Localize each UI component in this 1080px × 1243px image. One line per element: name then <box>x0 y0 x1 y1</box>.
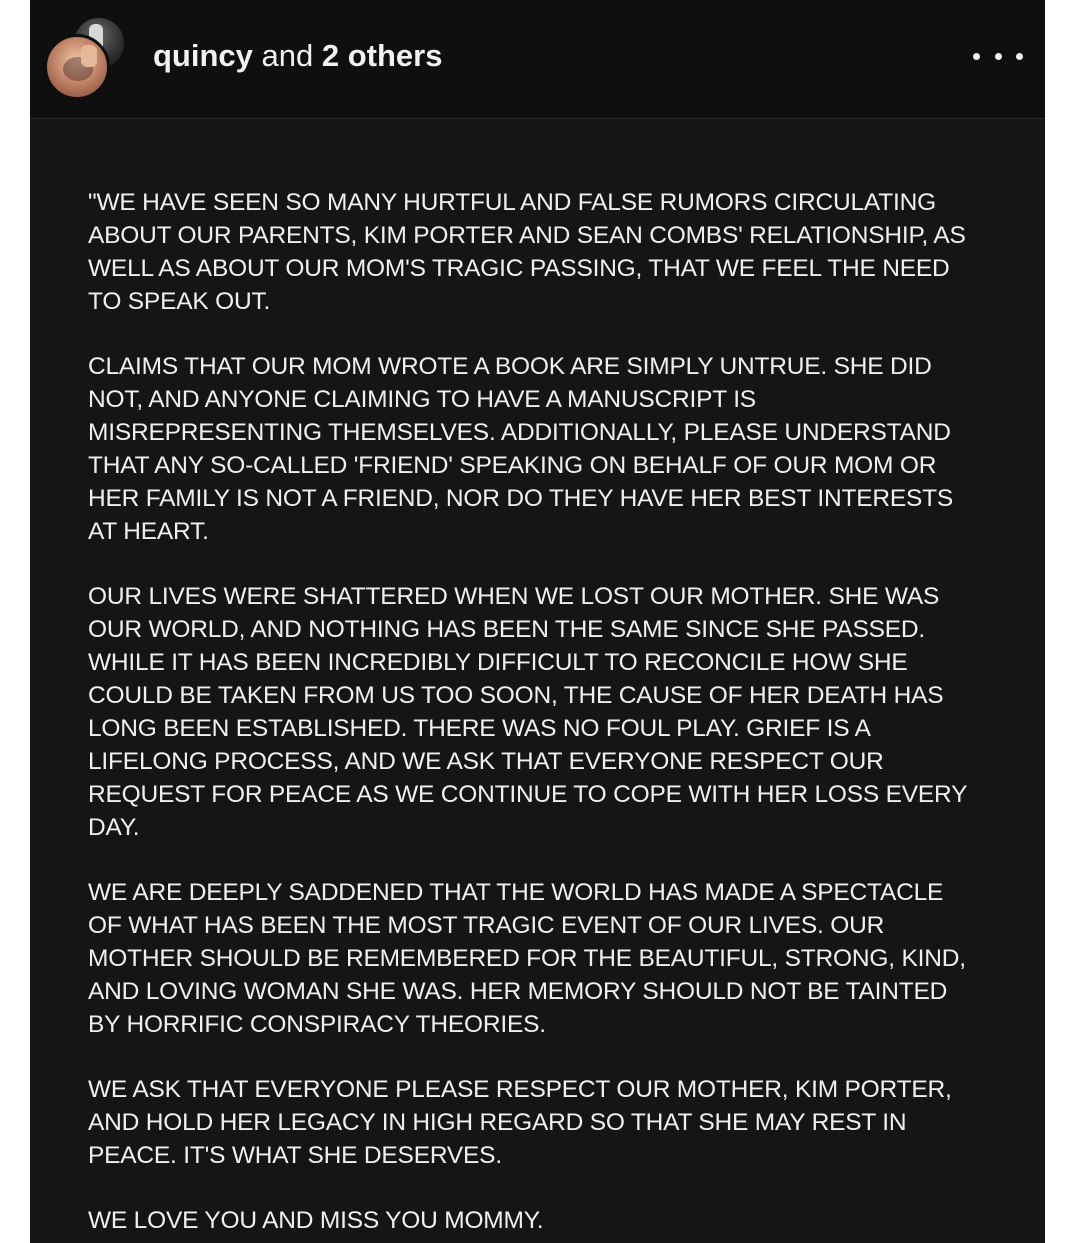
author-and-text: and <box>252 38 322 73</box>
author-username[interactable]: quincy <box>153 38 253 73</box>
statement-paragraph: WE ASK THAT EVERYONE PLEASE RESPECT OUR MOTHER, KIM PORTER, AND HOLD HER LEGACY IN HIGH REGARD SO THAT SHE MAY REST IN PEACE. IT'S WHAT SHE DESERVES. <box>88 1076 952 1169</box>
statement-paragraph: "WE HAVE SEEN SO MANY HURTFUL AND FALSE RUMORS CIRCULATING ABOUT OUR PARENTS, KIM PORTER AND SEAN COMBS' RELATIONSHIP, AS WELL AS ABOUT OUR MOM'S TRAGIC PASSING, THAT WE FEEL THE NEED TO SPEAK OUT. <box>88 189 966 315</box>
story-frame <box>30 0 1045 1243</box>
profile-avatar-icon[interactable] <box>44 16 124 96</box>
statement-paragraph: OUR LIVES WERE SHATTERED WHEN WE LOST OUR MOTHER. SHE WAS OUR WORLD, AND NOTHING HAS BEEN THE SAME SINCE SHE PASSED. WHILE IT HAS BEEN INCREDIBLY DIFFICULT TO RECONCILE HOW SHE COULD BE TAKEN FROM US TOO SOON, THE CAUSE OF HER DEATH HAS LONG BEEN ESTABLISHED. THERE WAS NO FOUL PLAY. GRIEF IS A LIFELONG PROCESS, AND WE ASK THAT EVERYONE RESPECT OUR REQUEST FOR PEACE AS WE CONTINUE TO COPE WITH HER LOSS EVERY DAY. <box>88 583 968 841</box>
primary-avatar <box>44 34 110 100</box>
more-dot <box>1016 53 1023 60</box>
statement-text <box>88 186 1008 1243</box>
statement-paragraph: WE ARE DEEPLY SADDENED THAT THE WORLD HAS MADE A SPECTACLE OF WHAT HAS BEEN THE MOST TRAGIC EVENT OF OUR LIVES. OUR MOTHER SHOULD BE REMEMBERED FOR THE BEAUTIFUL, STRONG, KIND, AND LOVING WOMAN SHE WAS. HER MEMORY SHOULD NOT BE TAINTED BY HORRIFIC CONSPIRACY THEORIES. <box>88 879 966 1038</box>
statement-paragraph: WE LOVE YOU AND MISS YOU MOMMY. <box>88 1207 544 1234</box>
more-options-icon[interactable] <box>973 38 1023 74</box>
story-author-title[interactable] <box>153 36 442 76</box>
author-others[interactable]: 2 others <box>321 38 443 73</box>
statement-paragraph: CLAIMS THAT OUR MOM WROTE A BOOK ARE SIMPLY UNTRUE. SHE DID NOT, AND ANYONE CLAIMING TO HAVE A MANUSCRIPT IS MISREPRESENTING THEMSELVES. ADDITIONALLY, PLEASE UNDERSTAND THAT ANY SO-CALLED 'FRIEND' SPEAKING ON BEHALF OF OUR MOM OR HER FAMILY IS NOT A FRIEND, NOR DO THEY HAVE HER BEST INTERESTS AT HEART. <box>88 353 954 545</box>
story-header <box>30 0 1045 119</box>
more-dot <box>995 53 1002 60</box>
more-dot <box>973 53 980 60</box>
